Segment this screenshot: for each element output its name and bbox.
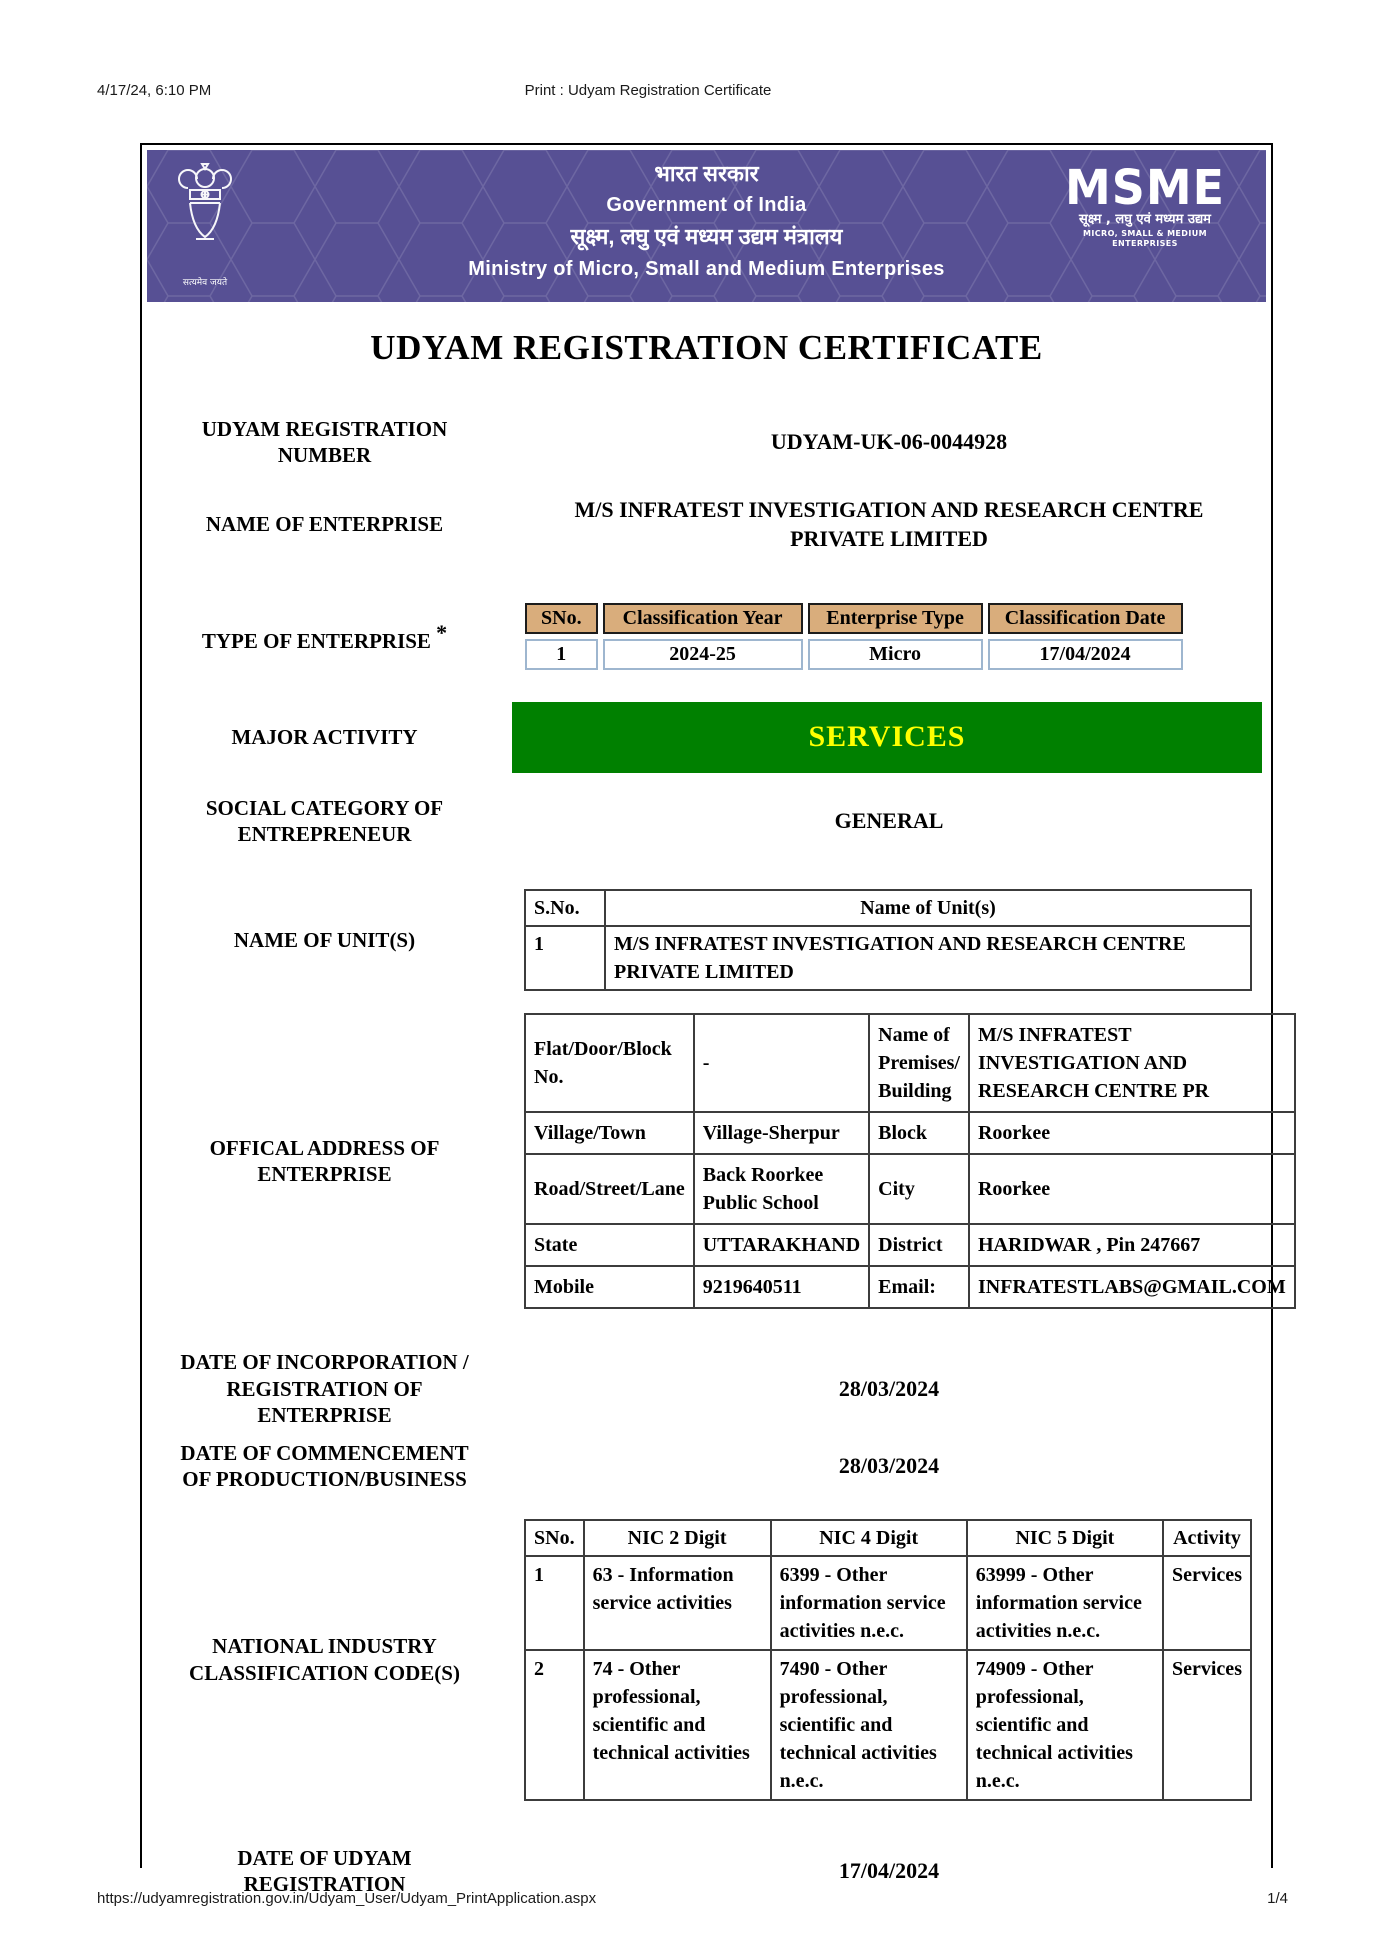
incorporation-date-label-text: DATE OF INCORPORATION / REGISTRATION OF ENTERPRISE (180, 1350, 469, 1427)
nic-table (524, 1519, 1252, 1801)
enterprise-type-label-inner: TYPE OF ENTERPRISE (201, 628, 431, 653)
udyam-registration-date-label-text: DATE OF UDYAM REGISTRATION (237, 1845, 412, 1896)
classification-header-date: Classification Date (988, 603, 1183, 634)
units-header-name: Name of Unit(s) (605, 890, 1251, 926)
units-label-text: NAME OF UNIT(S) (233, 928, 416, 953)
certificate-frame (140, 143, 1286, 1896)
units-header-row (525, 890, 1251, 926)
classification-date: 17/04/2024 (988, 639, 1183, 670)
enterprise-type-label-text (147, 619, 502, 654)
address-flat-label: Flat/Door/Block No. (525, 1014, 694, 1112)
address-village-label: Village/Town (525, 1112, 694, 1154)
address-village-value: Village-Sherpur (694, 1112, 869, 1154)
address-block-label: Block (869, 1112, 969, 1154)
row-registration-number (147, 416, 1266, 469)
social-category-label-text: SOCIAL CATEGORY OF ENTREPRENEUR (205, 795, 444, 847)
enterprise-name-text: M/S INFRATEST INVESTIGATION AND RESEARCH CENTRE PRIVATE LIMITED (574, 496, 1204, 552)
nic-codes-label-text: NATIONAL INDUSTRY CLASSIFICATION CODE(S) (189, 1634, 460, 1685)
address-row-3 (525, 1154, 1295, 1224)
classification-data-row (525, 639, 1183, 670)
classification-header-year: Classification Year (603, 603, 803, 634)
classification-year: 2024-25 (603, 639, 803, 670)
government-banner (147, 150, 1266, 302)
classification-header-sno: SNo. (525, 603, 598, 634)
enterprise-type-asterisk: * (436, 619, 448, 645)
registration-number-value: UDYAM-UK-06-0044928 (770, 429, 1008, 455)
registration-number-label (147, 416, 502, 469)
row-commencement-date (147, 1440, 1266, 1493)
registration-number-label-text: UDYAM REGISTRATION NUMBER (201, 417, 448, 468)
nic-header-4digit: NIC 4 Digit (771, 1520, 967, 1556)
major-activity-label-text: MAJOR ACTIVITY (231, 725, 418, 750)
nic-row2-2digit: 74 - Other professional, scientific and technical activities (584, 1650, 771, 1800)
nic-data-row-1 (525, 1556, 1251, 1650)
classification-enterprise-type: Micro (808, 639, 983, 670)
address-email-label: Email: (869, 1266, 969, 1308)
nic-header-activity: Activity (1163, 1520, 1251, 1556)
address-road-value: Back Roorkee Public School (694, 1154, 869, 1224)
address-premises-value: M/S INFRATEST INVESTIGATION AND RESEARCH CENTRE PR (969, 1014, 1295, 1112)
msme-logo (1056, 158, 1234, 249)
address-state-label: State (525, 1224, 694, 1266)
row-enterprise-name (147, 495, 1266, 554)
address-table (524, 1013, 1296, 1309)
units-header-sno: S.No. (525, 890, 605, 926)
row-major-activity (147, 702, 1266, 773)
address-row-1 (525, 1014, 1295, 1112)
commencement-date-value: 28/03/2024 (838, 1453, 940, 1479)
emblem-caption: सत्यमेव जयते (182, 278, 228, 288)
nic-header-row (525, 1520, 1251, 1556)
nic-row1-4digit: 6399 - Other information service activities n.e.c. (771, 1556, 967, 1650)
ministry-text: Ministry of Micro, Small and Medium Enterprises (468, 258, 945, 280)
nic-row2-sno: 2 (525, 1650, 584, 1800)
units-label (147, 927, 502, 953)
classification-sno: 1 (525, 639, 598, 670)
address-row-4 (525, 1224, 1295, 1266)
nic-row2-activity: Services (1163, 1650, 1251, 1800)
nic-row1-5digit: 63999 - Other information service activities n.e.c. (967, 1556, 1163, 1650)
social-category-value: GENERAL (834, 808, 944, 834)
incorporation-date-value: 28/03/2024 (838, 1375, 940, 1401)
address-block-value: Roorkee (969, 1112, 1295, 1154)
major-activity-label (147, 724, 502, 750)
address-row-5 (525, 1266, 1295, 1308)
units-name: M/S INFRATEST INVESTIGATION AND RESEARCH CENTRE PRIVATE LIMITED (605, 926, 1251, 990)
udyam-registration-date-value: 17/04/2024 (838, 1857, 940, 1883)
nic-header-2digit: NIC 2 Digit (584, 1520, 771, 1556)
nic-row2-5digit: 74909 - Other professional, scientific and technical activities n.e.c. (967, 1650, 1163, 1800)
major-activity-banner: SERVICES (512, 702, 1262, 773)
commencement-date-label-text: DATE OF COMMENCEMENT OF PRODUCTION/BUSINESS (180, 1441, 469, 1492)
address-label (147, 1135, 502, 1188)
msme-logo-word: MSME (1064, 158, 1226, 216)
row-units (147, 889, 1266, 991)
footer-page-number: 1/4 (1267, 1890, 1288, 1907)
nic-row2-4digit: 7490 - Other professional, scientific and technical activities n.e.c. (771, 1650, 967, 1800)
row-address (147, 1013, 1286, 1309)
msme-logo-english: MICRO, SMALL & MEDIUM ENTERPRISES (1083, 229, 1207, 248)
msme-logo-hindi: सूक्ष्म , लघु एवं मध्यम उद्यम (1079, 212, 1211, 227)
nic-row1-sno: 1 (525, 1556, 584, 1650)
address-state-value: UTTARAKHAND (694, 1224, 869, 1266)
hindi-government-text: भारत सरकार (654, 161, 759, 186)
enterprise-name-label (147, 511, 502, 537)
classification-header-type: Enterprise Type (808, 603, 983, 634)
nic-row1-activity: Services (1163, 1556, 1251, 1650)
incorporation-date-label (147, 1349, 502, 1428)
print-page-title: Print : Udyam Registration Certificate (524, 82, 772, 99)
address-premises-label: Name of Premises/ Building (869, 1014, 969, 1112)
enterprise-name-value (502, 495, 1266, 554)
nic-header-sno: SNo. (525, 1520, 584, 1556)
address-row-2 (525, 1112, 1295, 1154)
classification-header-row (525, 603, 1183, 634)
nic-row1-2digit: 63 - Information service activities (584, 1556, 771, 1650)
nic-codes-value (502, 1519, 1266, 1801)
units-sno: 1 (525, 926, 605, 990)
enterprise-type-value (502, 598, 1266, 675)
print-datetime: 4/17/24, 6:10 PM (97, 82, 212, 99)
nic-codes-label (147, 1633, 502, 1686)
address-flat-value: - (694, 1014, 869, 1112)
row-social-category (147, 795, 1266, 848)
social-category-label (147, 795, 502, 848)
address-district-label: District (869, 1224, 969, 1266)
units-table (524, 889, 1252, 991)
footer-url: https://udyamregistration.gov.in/Udyam_User/Udyam_PrintApplication.aspx (97, 1890, 597, 1907)
row-incorporation-date (147, 1349, 1266, 1428)
classification-table (520, 598, 1188, 675)
address-mobile-value: 9219640511 (694, 1266, 869, 1308)
nic-header-5digit: NIC 5 Digit (967, 1520, 1163, 1556)
address-city-label: City (869, 1154, 969, 1224)
address-label-text: OFFICAL ADDRESS OF ENTERPRISE (209, 1136, 440, 1187)
row-nic-codes (147, 1519, 1266, 1801)
address-city-value: Roorkee (969, 1154, 1295, 1224)
address-road-label: Road/Street/Lane (525, 1154, 694, 1224)
hindi-ministry-text: सूक्ष्म, लघु एवं मध्यम उद्यम मंत्रालय (570, 224, 843, 249)
nic-data-row-2 (525, 1650, 1251, 1800)
units-value (502, 889, 1266, 991)
enterprise-name-label-text: NAME OF ENTERPRISE (205, 512, 444, 537)
units-data-row (525, 926, 1251, 990)
address-district-value: HARIDWAR , Pin 247667 (969, 1224, 1295, 1266)
row-enterprise-type (147, 598, 1266, 675)
major-activity-value (502, 702, 1266, 773)
address-email-value: INFRATESTLABS@GMAIL.COM (969, 1266, 1295, 1308)
commencement-date-label (147, 1440, 502, 1493)
certificate-title: UDYAM REGISTRATION CERTIFICATE (370, 328, 1043, 367)
government-of-india-text: Government of India (606, 194, 807, 216)
address-value (502, 1013, 1296, 1309)
enterprise-type-label (147, 619, 502, 654)
address-mobile-label: Mobile (525, 1266, 694, 1308)
